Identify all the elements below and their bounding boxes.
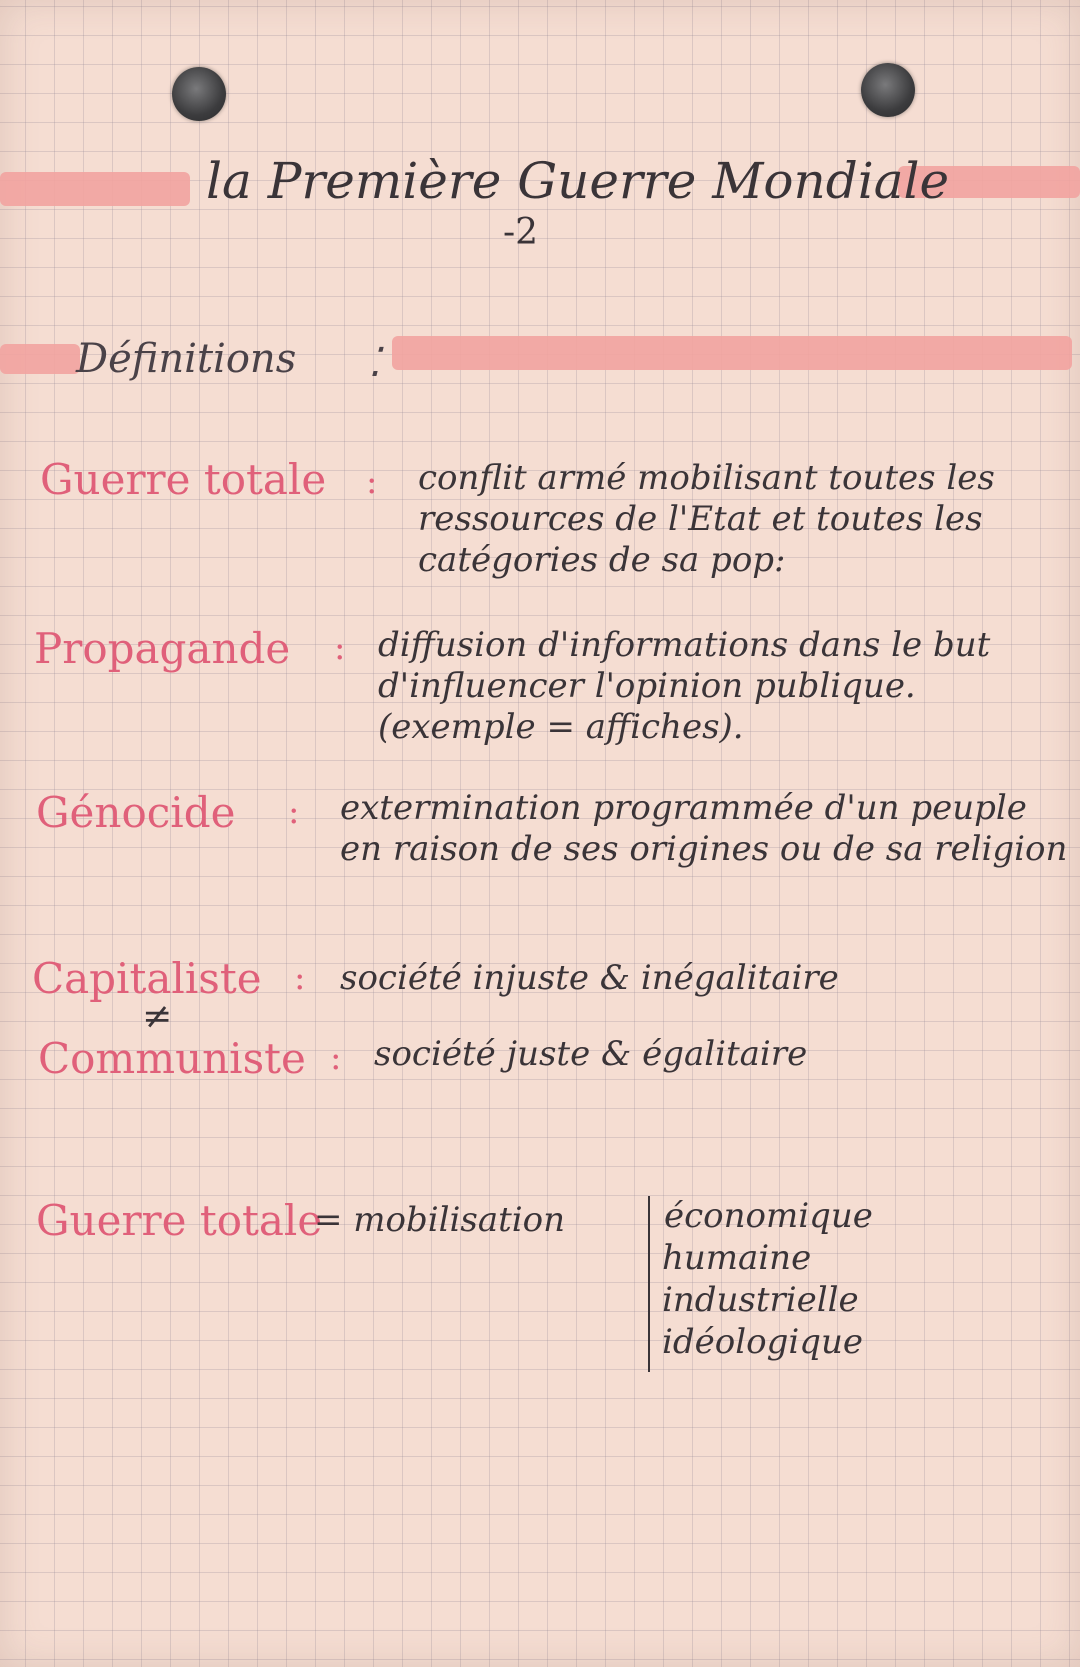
summary-item: idéologique [662, 1322, 863, 1362]
term-colon: : [294, 958, 306, 998]
punch-hole-right [861, 63, 915, 117]
section-colon: ⁚ [368, 340, 381, 386]
summary-bracket-line [648, 1196, 650, 1372]
term-colon: : [334, 628, 346, 668]
summary-item: humaine [662, 1238, 812, 1278]
summary-item: industrielle [662, 1280, 859, 1320]
definition-communiste: société juste & égalitaire [374, 1034, 808, 1074]
term-genocide: Génocide [36, 788, 236, 837]
section-heading: Définitions [76, 336, 297, 382]
term-capitaliste: Capitaliste [32, 954, 262, 1003]
definition-propagande: diffusion d'informations dans le but d'influencer l'opinion publique. (exemple = affiches). [378, 625, 991, 747]
term-colon: : [330, 1038, 342, 1078]
title-highlight-left [0, 172, 190, 206]
summary-item: économique [664, 1196, 873, 1236]
term-colon: : [288, 792, 300, 832]
term-colon: : [366, 462, 378, 502]
definition-genocide: extermination programmée d'un peuple en raison de ses origines ou de sa religion [340, 788, 1068, 869]
not-equal-sign: ≠ [142, 996, 173, 1037]
term-guerre-totale: Guerre totale [40, 455, 327, 504]
page-subtitle: -2 [503, 212, 539, 253]
summary-equals: = mobilisation [314, 1200, 566, 1240]
term-communiste: Communiste [38, 1034, 306, 1083]
section-highlight-right [392, 336, 1072, 370]
punch-hole-left [172, 67, 226, 121]
page-title: la Première Guerre Mondiale [206, 152, 950, 210]
section-highlight-left [0, 344, 80, 374]
definition-capitaliste: société injuste & inégalitaire [340, 958, 839, 998]
definition-guerre-totale: conflit armé mobilisant toutes les ressources de l'Etat et toutes les catégories de sa pop: [418, 458, 995, 580]
term-propagande: Propagande [34, 624, 291, 673]
summary-term: Guerre totale [36, 1196, 323, 1245]
